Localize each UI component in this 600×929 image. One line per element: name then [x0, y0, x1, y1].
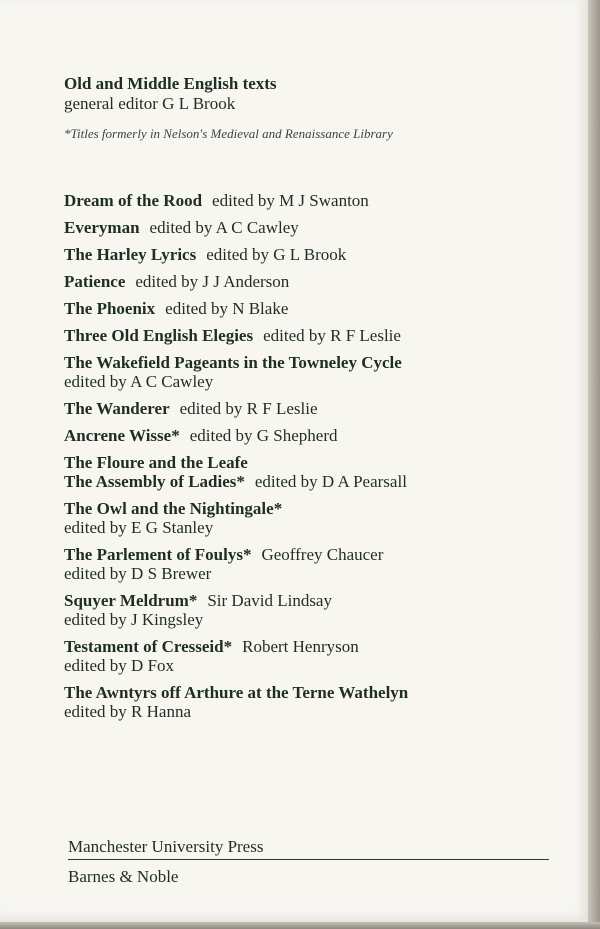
cover-edge-right [588, 0, 600, 929]
entry-title: The Phoenix [64, 299, 156, 318]
series-title: Old and Middle English texts [64, 74, 277, 93]
list-item [64, 591, 574, 629]
list-item [64, 326, 574, 345]
entry-editor: edited by J Kingsley [64, 610, 204, 629]
entry-editor: edited by R F Leslie [263, 326, 401, 345]
entry-editor: edited by R F Leslie [179, 399, 318, 418]
entry-author: Robert Henryson [242, 637, 359, 656]
list-item [64, 218, 574, 237]
entry-editor: edited by D A Pearsall [254, 472, 407, 491]
entry-title: Ancrene Wisse* [64, 426, 180, 445]
title-list [64, 191, 574, 729]
list-item [64, 637, 574, 675]
list-item [64, 299, 574, 318]
entry-title: The Floure and the Leafe [64, 453, 248, 472]
entry-editor: edited by D Fox [64, 656, 175, 675]
entry-title-second: The Assembly of Ladies* [64, 472, 245, 491]
list-item [64, 426, 574, 445]
entry-title: Three Old English Elegies [64, 326, 254, 345]
entry-editor: edited by R Hanna [64, 702, 191, 721]
titles-note: *Titles formerly in Nelson's Medieval and Renaissance Library [64, 126, 393, 141]
entry-editor: edited by A C Cawley [149, 218, 299, 237]
entry-editor: edited by N Blake [165, 299, 289, 318]
general-editor: general editor G L Brook [64, 94, 236, 113]
entry-editor: edited by E G Stanley [64, 518, 214, 537]
entry-title: The Harley Lyrics [64, 245, 197, 264]
list-item [64, 399, 574, 418]
cover-edge-bottom [0, 922, 600, 929]
entry-title: Dream of the Rood [64, 191, 203, 210]
divider [68, 859, 549, 860]
list-item [64, 245, 574, 264]
entry-title: The Owl and the Nightingale* [64, 499, 283, 518]
entry-title: Testament of Cresseid* [64, 637, 233, 656]
entry-title: Patience [64, 272, 126, 291]
list-item [64, 453, 574, 491]
entry-editor: edited by A C Cawley [64, 372, 214, 391]
co-publisher-name: Barnes & Noble [68, 867, 179, 886]
entry-editor: edited by G Shepherd [189, 426, 338, 445]
list-item [64, 499, 574, 537]
entry-author: Geoffrey Chaucer [261, 545, 384, 564]
entry-editor: edited by G L Brook [206, 245, 347, 264]
list-item [64, 191, 574, 210]
entry-editor: edited by M J Swanton [212, 191, 369, 210]
list-item [64, 545, 574, 583]
entry-title: Everyman [64, 218, 140, 237]
list-item [64, 353, 574, 391]
publisher-name: Manchester University Press [68, 837, 264, 856]
list-item [64, 683, 574, 721]
list-item [64, 272, 574, 291]
entry-author: Sir David Lindsay [207, 591, 332, 610]
publisher-block [68, 837, 549, 887]
entry-title: The Wakefield Pageants in the Towneley Cycle [64, 353, 402, 372]
entry-title: The Parlement of Foulys* [64, 545, 252, 564]
entry-title: The Awntyrs off Arthure at the Terne Wathelyn [64, 683, 409, 702]
series-header [64, 74, 277, 114]
entry-editor: edited by D S Brewer [64, 564, 212, 583]
entry-editor: edited by J J Anderson [135, 272, 290, 291]
entry-title: The Wanderer [64, 399, 170, 418]
entry-title: Squyer Meldrum* [64, 591, 198, 610]
